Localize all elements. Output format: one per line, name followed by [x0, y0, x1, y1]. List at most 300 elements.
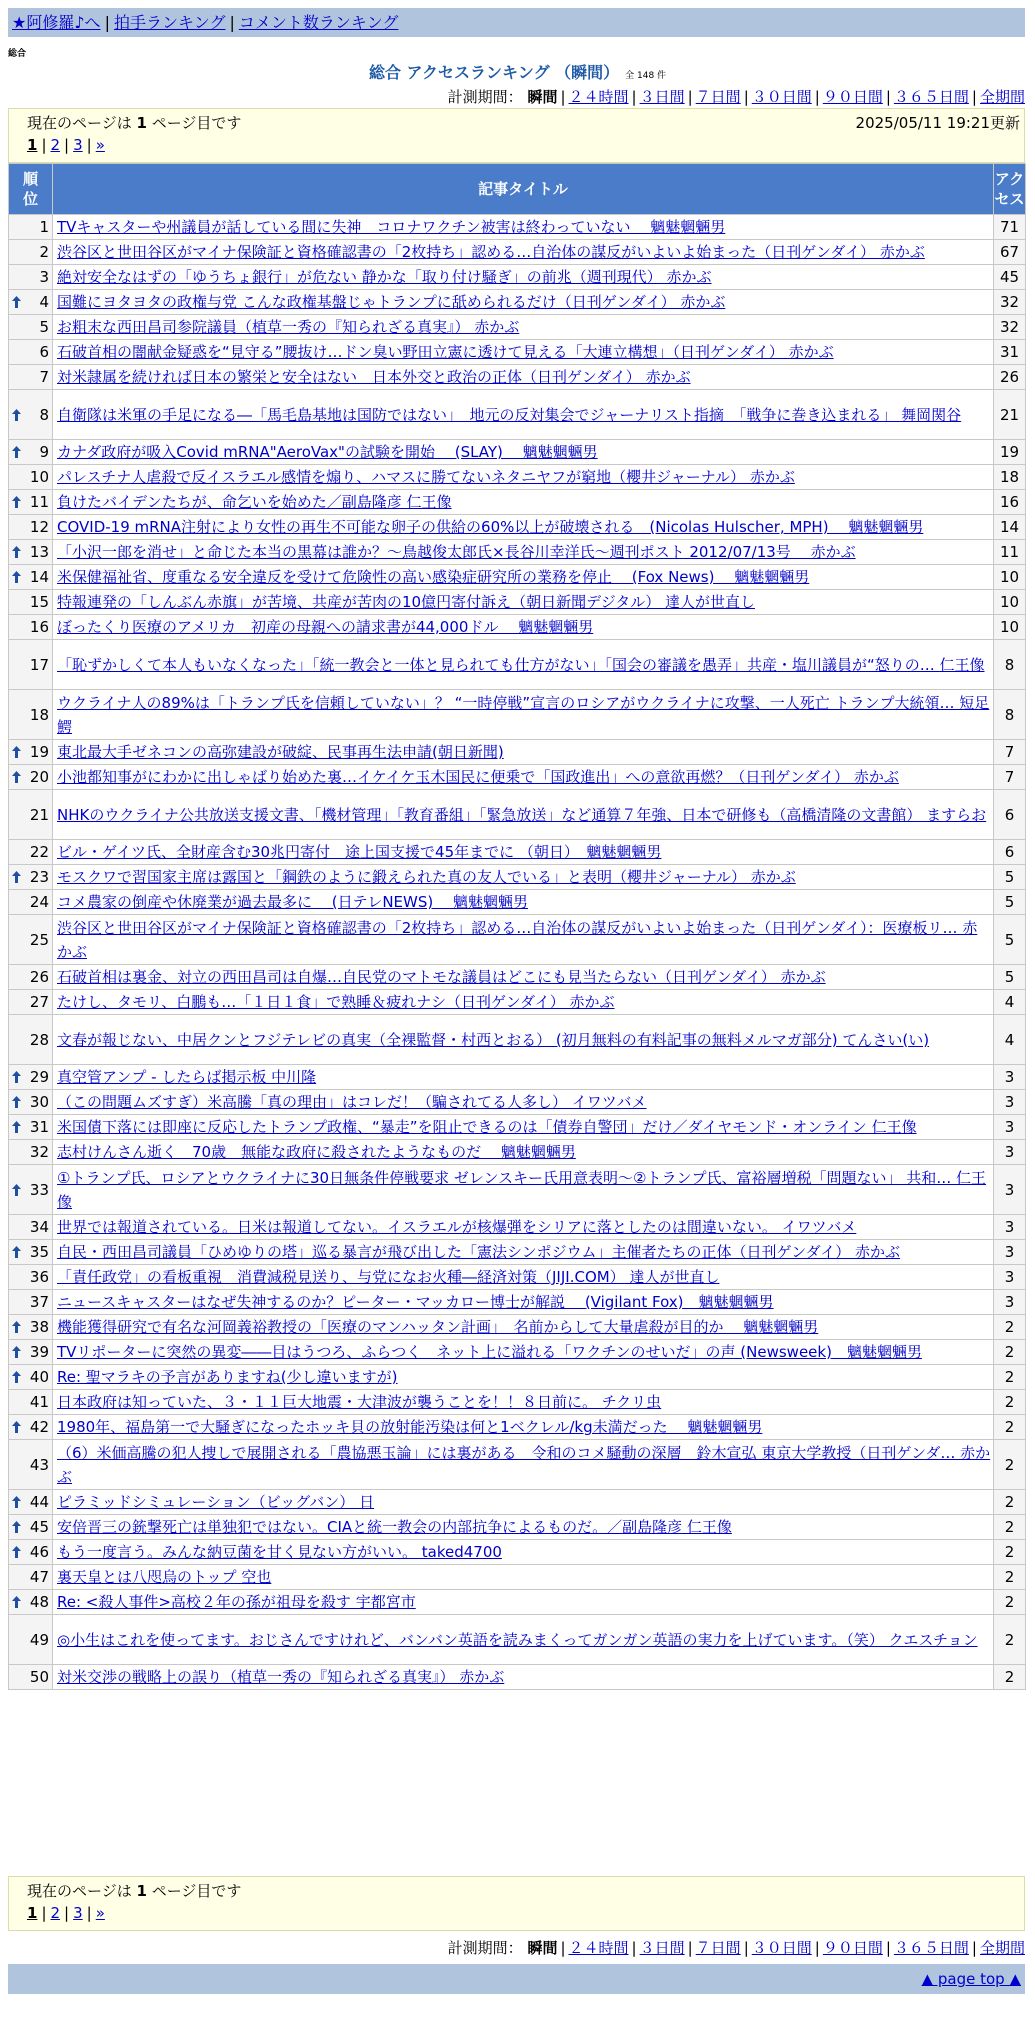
title-cell	[53, 590, 994, 615]
header-access-line: セス	[994, 190, 1025, 208]
table-row	[9, 1540, 1026, 1565]
pager-bottom	[27, 1904, 105, 1922]
table-row	[9, 515, 1026, 540]
period-separator: |	[687, 1939, 693, 1957]
table-row	[9, 365, 1026, 390]
rank-cell	[9, 865, 53, 890]
rank-up-arrow-icon	[12, 1121, 21, 1133]
article-title-link[interactable]: 石破首相の闇献金疑惑を“見守る”腰抜け…ドン臭い野田立憲に透けて見える「大連立構想」（日刊ゲンダイ） 赤かぶ	[57, 343, 834, 361]
rank-cell	[9, 915, 53, 965]
rank-up-arrow-icon	[12, 1496, 21, 1508]
rank-cell	[9, 1415, 53, 1440]
article-title-link[interactable]: ①トランプ氏、ロシアとウクライナに30日無条件停戦要求 ゼレンスキー氏用意表明～②トランプ氏、富裕層増税「問題ない」 共和… 仁王像	[57, 1168, 987, 1211]
access-count: 5	[994, 890, 1026, 915]
article-title-link[interactable]: （6）米価高騰の犯人捜しで展開される「農協悪玉論」には裏がある 令和のコメ騒動の深層 鈴木宣弘 東京大学教授（日刊ゲンダ… 赤かぶ	[57, 1443, 991, 1486]
title-cell	[53, 265, 994, 290]
period-link[interactable]: ３０日間	[751, 88, 812, 106]
table-row	[9, 465, 1026, 490]
rank-up-arrow-icon	[12, 771, 21, 783]
access-count: 7	[994, 765, 1026, 790]
title-cell	[53, 1290, 994, 1315]
article-title-link[interactable]: ◎小生はこれを使ってます。おじさんですけれど、バンバン英語を読みまくってガンガン英語の実力を上げています。（笑） クエスチョン	[57, 1630, 978, 1649]
pager-link[interactable]: 3	[73, 1904, 83, 1922]
article-title-link[interactable]: 日本政府は知っていた、３・１１巨大地震・大津波が襲うことを！！８日前に。 チクリ虫	[57, 1393, 662, 1411]
article-title-link[interactable]: カナダ政府が吸入Covid mRNA"AeroVax"の試験を開始 (SLAY) 魑魅魍魎男	[57, 443, 598, 461]
pager-separator: |	[41, 1904, 47, 1922]
period-separator: |	[971, 88, 977, 106]
title-cell	[53, 565, 994, 590]
period-current: 瞬間	[527, 88, 558, 106]
total-count: 全 148 件	[625, 71, 667, 81]
access-count: 26	[994, 365, 1026, 390]
rank-cell	[9, 615, 53, 640]
rank-up-arrow-icon	[12, 1346, 21, 1358]
rank-cell	[9, 290, 53, 315]
rank-cell	[9, 215, 53, 240]
rank-cell	[9, 740, 53, 765]
title-cell	[53, 1440, 994, 1490]
title-cell	[53, 965, 994, 990]
rank-number: 10	[29, 468, 49, 486]
rank-cell	[9, 340, 53, 365]
table-row	[9, 565, 1026, 590]
pager-link[interactable]: 2	[50, 1904, 61, 1922]
rank-up-arrow-icon	[12, 1596, 21, 1608]
rank-cell	[9, 1365, 53, 1390]
rank-number: 36	[29, 1268, 49, 1286]
title-cell	[53, 765, 994, 790]
period-separator: |	[743, 1939, 749, 1957]
updated-timestamp: 2025/05/11 19:21更新	[855, 114, 1020, 132]
access-count: 3	[994, 1265, 1026, 1290]
access-count: 2	[994, 1590, 1026, 1615]
title-cell	[53, 1315, 994, 1340]
rank-cell	[9, 1515, 53, 1540]
title-cell	[53, 1065, 994, 1090]
article-title-link[interactable]: ピラミッドシミュレーション（ビッグバン） 日	[57, 1493, 375, 1511]
pager-next-link[interactable]: »	[95, 136, 105, 154]
pager-current: 1	[27, 1904, 38, 1922]
period-label: 計測期間：	[447, 1939, 528, 1957]
table-row	[9, 1115, 1026, 1140]
pager-next-link[interactable]: »	[95, 1904, 105, 1922]
rank-number: 7	[39, 368, 49, 386]
rank-cell	[9, 1290, 53, 1315]
rank-cell	[9, 490, 53, 515]
rank-cell	[9, 440, 53, 465]
title-cell	[53, 915, 994, 965]
rank-number: 43	[29, 1455, 49, 1474]
title-cell	[53, 640, 994, 690]
rank-cell	[9, 1340, 53, 1365]
article-title-link[interactable]: 小池都知事がにわかに出しゃばり始めた裏…イケイケ玉木国民に便乗で「国政進出」への意欲再燃？（日刊ゲンダイ） 赤かぶ	[57, 768, 899, 786]
article-title-link[interactable]: 石破首相は裏金、対立の西田昌司は自爆…自民党のマトモな議員はどこにも見当たらない（日刊ゲンダイ） 赤かぶ	[57, 968, 826, 986]
rank-up-arrow-icon	[12, 1246, 21, 1258]
rank-number: 42	[29, 1418, 49, 1436]
rank-cell	[9, 690, 53, 740]
access-count: 2	[994, 1340, 1026, 1365]
access-count: 3	[994, 1165, 1026, 1215]
rank-number: 23	[29, 868, 49, 886]
article-title-link[interactable]: 自衛隊は米軍の手足になる―「馬毛島基地は国防ではない」 地元の反対集会でジャーナリスト指摘 「戦争に巻き込まれる」 舞岡関谷	[57, 405, 962, 424]
header-title: 記事タイトル	[53, 164, 994, 215]
article-title-link[interactable]: 特報連発の「しんぶん赤旗」が苦境、共産が苦肉の10億円寄付訴え（朝日新聞デジタル） 達人が世直し	[57, 593, 755, 611]
access-count: 19	[994, 440, 1026, 465]
rank-number: 44	[29, 1493, 49, 1511]
title-cell	[53, 1515, 994, 1540]
title-cell	[53, 1415, 994, 1440]
rank-number: 21	[29, 805, 49, 824]
pager-separator: |	[86, 1904, 92, 1922]
period-link[interactable]: ７日間	[695, 1939, 741, 1957]
title-cell	[53, 315, 994, 340]
period-link[interactable]: ２４時間	[568, 88, 629, 106]
table-row	[9, 540, 1026, 565]
period-current: 瞬間	[527, 1939, 558, 1957]
pager-separator: |	[64, 1904, 70, 1922]
header-access-label	[994, 169, 1025, 209]
table-row	[9, 390, 1026, 440]
rank-number: 14	[29, 568, 49, 586]
rank-number: 18	[29, 705, 49, 724]
access-count: 2	[994, 1615, 1026, 1665]
table-row	[9, 915, 1026, 965]
rank-number: 22	[29, 843, 49, 861]
rank-cell	[9, 1615, 53, 1665]
article-title-link[interactable]: 自民・西田昌司議員「ひめゆりの塔」巡る暴言が飛び出した「憲法シンポジウム」主催者たちの正体（日刊ゲンダイ） 赤かぶ	[57, 1243, 901, 1261]
article-title-link[interactable]: 「責任政党」の看板重視 消費減税見送り、与党になお火種―経済対策（JIJI.COM） 達人が世直し	[57, 1268, 720, 1286]
current-page-text: 現在のページは 1 ページ目です	[27, 1882, 242, 1900]
access-count: 67	[994, 240, 1026, 265]
period-selector-bottom	[448, 1937, 1025, 1958]
nav-separator: |	[229, 13, 235, 32]
table-row	[9, 240, 1026, 265]
table-row	[9, 1490, 1026, 1515]
title-cell	[53, 1590, 994, 1615]
table-row	[9, 1215, 1026, 1240]
rank-cell	[9, 890, 53, 915]
access-count: 3	[994, 1090, 1026, 1115]
rank-cell	[9, 1165, 53, 1215]
period-label: 計測期間：	[447, 88, 528, 106]
rank-number: 30	[29, 1093, 49, 1111]
access-count: 2	[994, 1565, 1026, 1590]
article-title-link[interactable]: コメ農家の倒産や休廃業が過去最多に (日テレNEWS) 魑魅魍魎男	[57, 893, 528, 911]
table-header-row	[9, 164, 1026, 215]
article-title-link[interactable]: たけし、タモリ、白鵬も…「１日１食」で熟睡＆疲れナシ（日刊ゲンダイ） 赤かぶ	[57, 993, 615, 1011]
rank-number: 12	[29, 518, 49, 536]
title-cell	[53, 1090, 994, 1115]
access-count: 3	[994, 1115, 1026, 1140]
rank-cell	[9, 1540, 53, 1565]
article-title-link[interactable]: 負けたバイデンたちが、命乞いを始めた／副島隆彦 仁王像	[57, 493, 452, 511]
rank-number: 24	[29, 893, 49, 911]
table-row	[9, 340, 1026, 365]
title-cell	[53, 1490, 994, 1515]
access-count: 3	[994, 1215, 1026, 1240]
access-count: 2	[994, 1540, 1026, 1565]
period-link[interactable]: ９０日間	[822, 1939, 883, 1957]
rank-number: 38	[29, 1318, 49, 1336]
pager-separator: |	[41, 136, 47, 154]
period-link[interactable]: ３０日間	[751, 1939, 812, 1957]
header-rank-label	[9, 169, 52, 209]
nav-link-comment-ranking[interactable]: コメント数ランキング	[238, 13, 399, 32]
rank-number: 29	[29, 1068, 49, 1086]
rank-cell	[9, 1565, 53, 1590]
rank-cell	[9, 1015, 53, 1065]
period-link[interactable]: ２４時間	[568, 1939, 629, 1957]
table-row	[9, 1290, 1026, 1315]
rank-up-arrow-icon	[12, 409, 21, 421]
article-title-link[interactable]: 米国債下落には即座に反応したトランプ政権、“暴走”を阻止できるのは「債券自警団」だけ／ダイヤモンド・オンライン 仁王像	[57, 1118, 917, 1136]
article-title-link[interactable]: 絶対安全なはずの「ゆうちょ銀行」が危ない 静かな「取り付け騒ぎ」の前兆（週刊現代） 赤かぶ	[57, 268, 712, 286]
title-cell	[53, 465, 994, 490]
access-count: 8	[994, 690, 1026, 740]
table-row	[9, 315, 1026, 340]
access-count: 6	[994, 790, 1026, 840]
article-title-link[interactable]: お粗末な西田昌司参院議員（植草一秀の『知られざる真実』） 赤かぶ	[57, 318, 520, 336]
rank-number: 9	[39, 443, 49, 461]
table-row	[9, 965, 1026, 990]
access-count: 2	[994, 1515, 1026, 1540]
article-title-link[interactable]: 米保健福祉省、度重なる安全違反を受けて危険性の高い感染症研究所の業務を停止 (Fox News) 魑魅魍魎男	[57, 568, 810, 586]
period-link[interactable]: ３日間	[639, 1939, 685, 1957]
article-title-link[interactable]: 志村けんさん逝く 70歳 無能な政府に殺されたようなものだ 魑魅魍魎男	[57, 1143, 576, 1161]
period-link[interactable]: ９０日間	[822, 88, 883, 106]
rank-cell	[9, 1315, 53, 1340]
article-title-link[interactable]: TVリポーターに突然の異変――目はうつろ、ふらつく ネット上に溢れる「ワクチンのせいだ」の声 (Newsweek) 魑魅魍魎男	[57, 1343, 922, 1361]
rank-number: 16	[29, 618, 49, 636]
article-title-link[interactable]: モスクワで習国家主席は露国と「鋼鉄のように鍛えられた真の友人でいる」と表明（櫻井ジャーナル） 赤かぶ	[57, 868, 796, 886]
access-count: 3	[994, 1290, 1026, 1315]
access-count: 14	[994, 515, 1026, 540]
access-count: 31	[994, 340, 1026, 365]
article-title-link[interactable]: 真空管アンプ - したらば掲示板 中川隆	[57, 1068, 317, 1086]
header-rank-line: 位	[22, 190, 38, 208]
rank-up-arrow-icon	[12, 571, 21, 583]
period-separator: |	[631, 1939, 637, 1957]
period-separator: |	[560, 1939, 566, 1957]
period-separator: |	[814, 1939, 820, 1957]
table-row	[9, 1315, 1026, 1340]
title-cell	[53, 1265, 994, 1290]
rank-cell	[9, 965, 53, 990]
rank-number: 8	[39, 405, 49, 424]
title-cell	[53, 840, 994, 865]
article-title-link[interactable]: 国難にヨタヨタの政権与党 こんな政権基盤じゃトランプに舐められるだけ（日刊ゲンダイ） 赤かぶ	[57, 293, 726, 311]
pager-separator: |	[64, 136, 70, 154]
table-row	[9, 765, 1026, 790]
table-row	[9, 440, 1026, 465]
current-page-text: 現在のページは 1 ページ目です	[27, 114, 242, 132]
access-count: 4	[994, 990, 1026, 1015]
title-cell	[53, 1540, 994, 1565]
rank-number: 39	[29, 1343, 49, 1361]
article-title-link[interactable]: ビル・ゲイツ氏、全財産含む30兆円寄付 途上国支援で45年までに （朝日） 魑魅魍魎男	[57, 843, 662, 861]
rank-number: 45	[29, 1518, 49, 1536]
rank-cell	[9, 1215, 53, 1240]
access-count: 10	[994, 590, 1026, 615]
access-count: 2	[994, 1390, 1026, 1415]
pager-separator: |	[86, 136, 92, 154]
article-title-link[interactable]: ぼったくり医療のアメリカ 初産の母親への請求書が44,000ドル 魑魅魍魎男	[57, 618, 594, 636]
article-title-link[interactable]: TVキャスターや州議員が話している間に失神 コロナワクチン被害は終わっていない 魑魅魍魎男	[57, 218, 726, 236]
article-title-link[interactable]: 対米隷属を続ければ日本の繁栄と安全はない 日本外交と政治の正体（日刊ゲンダイ） 赤かぶ	[57, 368, 691, 386]
rank-number: 32	[29, 1143, 49, 1161]
table-row	[9, 1515, 1026, 1540]
period-link[interactable]: 全期間	[979, 88, 1025, 106]
rank-up-arrow-icon	[12, 496, 21, 508]
rank-number: 25	[29, 930, 49, 949]
title-cell	[53, 890, 994, 915]
title-cell	[53, 990, 994, 1015]
article-title-link[interactable]: Re: 聖マラキの予言がありますね(少し違いますが)	[57, 1368, 398, 1386]
title-cell	[53, 790, 994, 840]
table-row	[9, 1590, 1026, 1615]
access-count: 2	[994, 1415, 1026, 1440]
period-separator: |	[560, 88, 566, 106]
rank-number: 27	[29, 993, 49, 1011]
rank-number: 17	[29, 655, 49, 674]
table-row	[9, 1615, 1026, 1665]
nav-link-clap-ranking[interactable]: 拍手ランキング	[113, 13, 226, 32]
article-title-link[interactable]: 機能獲得研究で有名な河岡義裕教授の「医療のマンハッタン計画」 名前からして大量虐殺が目的か 魑魅魍魎男	[57, 1318, 819, 1336]
rank-cell	[9, 640, 53, 690]
title-cell	[53, 440, 994, 465]
rank-number: 15	[29, 593, 49, 611]
pager-link[interactable]: 2	[50, 136, 61, 154]
access-count: 3	[994, 1240, 1026, 1265]
access-count: 16	[994, 490, 1026, 515]
table-row	[9, 1365, 1026, 1390]
rank-up-arrow-icon	[12, 446, 21, 458]
rank-cell	[9, 790, 53, 840]
article-title-link[interactable]: COVID-19 mRNA注射により女性の再生不可能な卵子の供給の60%以上が破壊される (Nicolas Hulscher, MPH) 魑魅魍魎男	[57, 518, 924, 536]
period-separator: |	[971, 1939, 977, 1957]
rank-number: 37	[29, 1293, 49, 1311]
rank-cell	[9, 240, 53, 265]
article-title-link[interactable]: 渋谷区と世田谷区がマイナ保険証と資格確認書の「2枚持ち」認める…自治体の謀反がいよいよ始まった（日刊ゲンダイ）：医療板リ… 赤かぶ	[57, 918, 978, 961]
article-title-link[interactable]: ニュースキャスターはなぜ失神するのか？ピーター・マッカロー博士が解説 (Vigilant Fox) 魑魅魍魎男	[57, 1293, 774, 1311]
rank-number: 41	[29, 1393, 49, 1411]
period-link[interactable]: ３６５日間	[893, 88, 969, 106]
period-link[interactable]: ７日間	[695, 88, 741, 106]
rank-cell	[9, 1590, 53, 1615]
article-title-link[interactable]: もう一度言う。みんな納豆菌を甘く見ない方がいい。 taked4700	[57, 1543, 502, 1561]
rank-cell	[9, 765, 53, 790]
header-rank	[9, 164, 53, 215]
period-separator: |	[885, 1939, 891, 1957]
access-count: 71	[994, 215, 1026, 240]
page-top-link[interactable]: ▲ page top ▲	[921, 1970, 1021, 1988]
rank-number: 5	[39, 318, 49, 336]
table-row	[9, 1340, 1026, 1365]
rank-number: 40	[29, 1368, 49, 1386]
article-title-link[interactable]: 東北最大手ゼネコンの高弥建設が破綻、民事再生法申請(朝日新聞)	[57, 743, 504, 761]
access-count: 2	[994, 1490, 1026, 1515]
article-title-link[interactable]: 「小沢一郎を消せ」と命じた本当の黒幕は誰か？～鳥越俊太郎氏×長谷川幸洋氏～週刊ポスト 2012/07/13号 赤かぶ	[57, 543, 856, 561]
article-title-link[interactable]: 安倍晋三の銃撃死亡は単独犯ではない。CIAと統一教会の内部抗争によるものだ。／副島隆彦 仁王像	[57, 1518, 732, 1536]
title-cell	[53, 1215, 994, 1240]
category-label: 総合	[8, 49, 27, 59]
article-title-link[interactable]: 「恥ずかしくて本人もいなくなった」「統一教会と一体と見られても仕方がない」「国会の審議を愚弄」共産・塩川議員が“怒りの… 仁王像	[57, 655, 985, 674]
rank-cell	[9, 265, 53, 290]
rank-cell	[9, 1390, 53, 1415]
title-cell	[53, 1615, 994, 1665]
title-cell	[53, 1165, 994, 1215]
rank-up-arrow-icon	[12, 1421, 21, 1433]
access-count: 2	[994, 1365, 1026, 1390]
rank-up-arrow-icon	[12, 1071, 21, 1083]
period-selector-top	[448, 86, 1025, 107]
page-info-top	[8, 108, 1025, 163]
rank-cell	[9, 1265, 53, 1290]
rank-number: 35	[29, 1243, 49, 1261]
article-title-link[interactable]: パレスチナ人虐殺で反イスラエル感情を煽り、ハマスに勝てないネタニヤフが窮地（櫻井ジャーナル） 赤かぶ	[57, 468, 795, 486]
title-cell	[53, 1115, 994, 1140]
pager-link[interactable]: 3	[73, 136, 83, 154]
rank-number: 48	[29, 1593, 49, 1611]
access-count: 32	[994, 315, 1026, 340]
article-title-link[interactable]: 1980年、福島第一で大騒ぎになったホッキ貝の放射能汚染は何と1ベクレル/kg未満だった 魑魅魍魎男	[57, 1418, 763, 1436]
page-heading	[0, 60, 1035, 83]
rank-cell	[9, 1490, 53, 1515]
access-count: 4	[994, 1015, 1026, 1065]
article-title-link[interactable]: 対米交渉の戦略上の誤り（植草一秀の『知られざる真実』） 赤かぶ	[57, 1668, 505, 1686]
period-link[interactable]: ３６５日間	[893, 1939, 969, 1957]
nav-link-home[interactable]: ★阿修羅♪へ	[12, 13, 101, 32]
rank-number: 19	[29, 743, 49, 761]
period-link[interactable]: ３日間	[639, 88, 685, 106]
article-title-link[interactable]: （この問題ムズすぎ）米高騰「真の理由」はコレだ！（騙されてる人多し） イワツバメ	[57, 1093, 647, 1111]
pager-current: 1	[27, 136, 38, 154]
rank-up-arrow-icon	[12, 871, 21, 883]
article-title-link[interactable]: ウクライナ人の89%は「トランプ氏を信頼していない」？ “一時停戦”宣言のロシアがウクライナに攻撃、一人死亡 トランプ大統領… 短足鰐	[57, 693, 990, 736]
rank-number: 28	[29, 1030, 49, 1049]
title-cell	[53, 1565, 994, 1590]
rank-number: 1	[39, 218, 49, 236]
title-cell	[53, 615, 994, 640]
article-title-link[interactable]: 世界では報道されている。日米は報道してない。イスラエルが核爆弾をシリアに落としたのは間違いない。 イワツバメ	[57, 1218, 857, 1236]
rank-number: 46	[29, 1543, 49, 1561]
rank-number: 50	[29, 1668, 49, 1686]
access-count: 2	[994, 1440, 1026, 1490]
rank-up-arrow-icon	[12, 1184, 21, 1196]
period-link[interactable]: 全期間	[979, 1939, 1025, 1957]
article-title-link[interactable]: 裏天皇とは八咫烏のトップ 空也	[57, 1568, 272, 1586]
rank-number: 26	[29, 968, 49, 986]
article-title-link[interactable]: 渋谷区と世田谷区がマイナ保険証と資格確認書の「2枚持ち」認める…自治体の謀反がいよいよ始まった（日刊ゲンダイ） 赤かぶ	[57, 243, 925, 261]
table-row	[9, 290, 1026, 315]
article-title-link[interactable]: 文春が報じない、中居クンとフジテレビの真実（全裸監督・村西とおる） (初月無料の有料記事の無料メルマガ部分) てんさい(い)	[57, 1030, 930, 1049]
rank-number: 31	[29, 1118, 49, 1136]
rank-cell	[9, 1115, 53, 1140]
title-cell	[53, 515, 994, 540]
article-title-link[interactable]: NHKのウクライナ公共放送支援文書、「機材管理」「教育番組」「緊急放送」など通算７年強、日本で研修も（高橋清隆の文書館） ますらお	[57, 805, 987, 824]
rank-cell	[9, 315, 53, 340]
period-separator: |	[814, 88, 820, 106]
table-row	[9, 1015, 1026, 1065]
table-row	[9, 640, 1026, 690]
access-count: 18	[994, 465, 1026, 490]
table-row	[9, 990, 1026, 1015]
title-cell	[53, 240, 994, 265]
rank-cell	[9, 1440, 53, 1490]
article-title-link[interactable]: Re: <殺人事件>高校２年の孫が祖母を殺す 宇都宮市	[57, 1593, 416, 1611]
title-cell	[53, 1390, 994, 1415]
rank-cell	[9, 365, 53, 390]
